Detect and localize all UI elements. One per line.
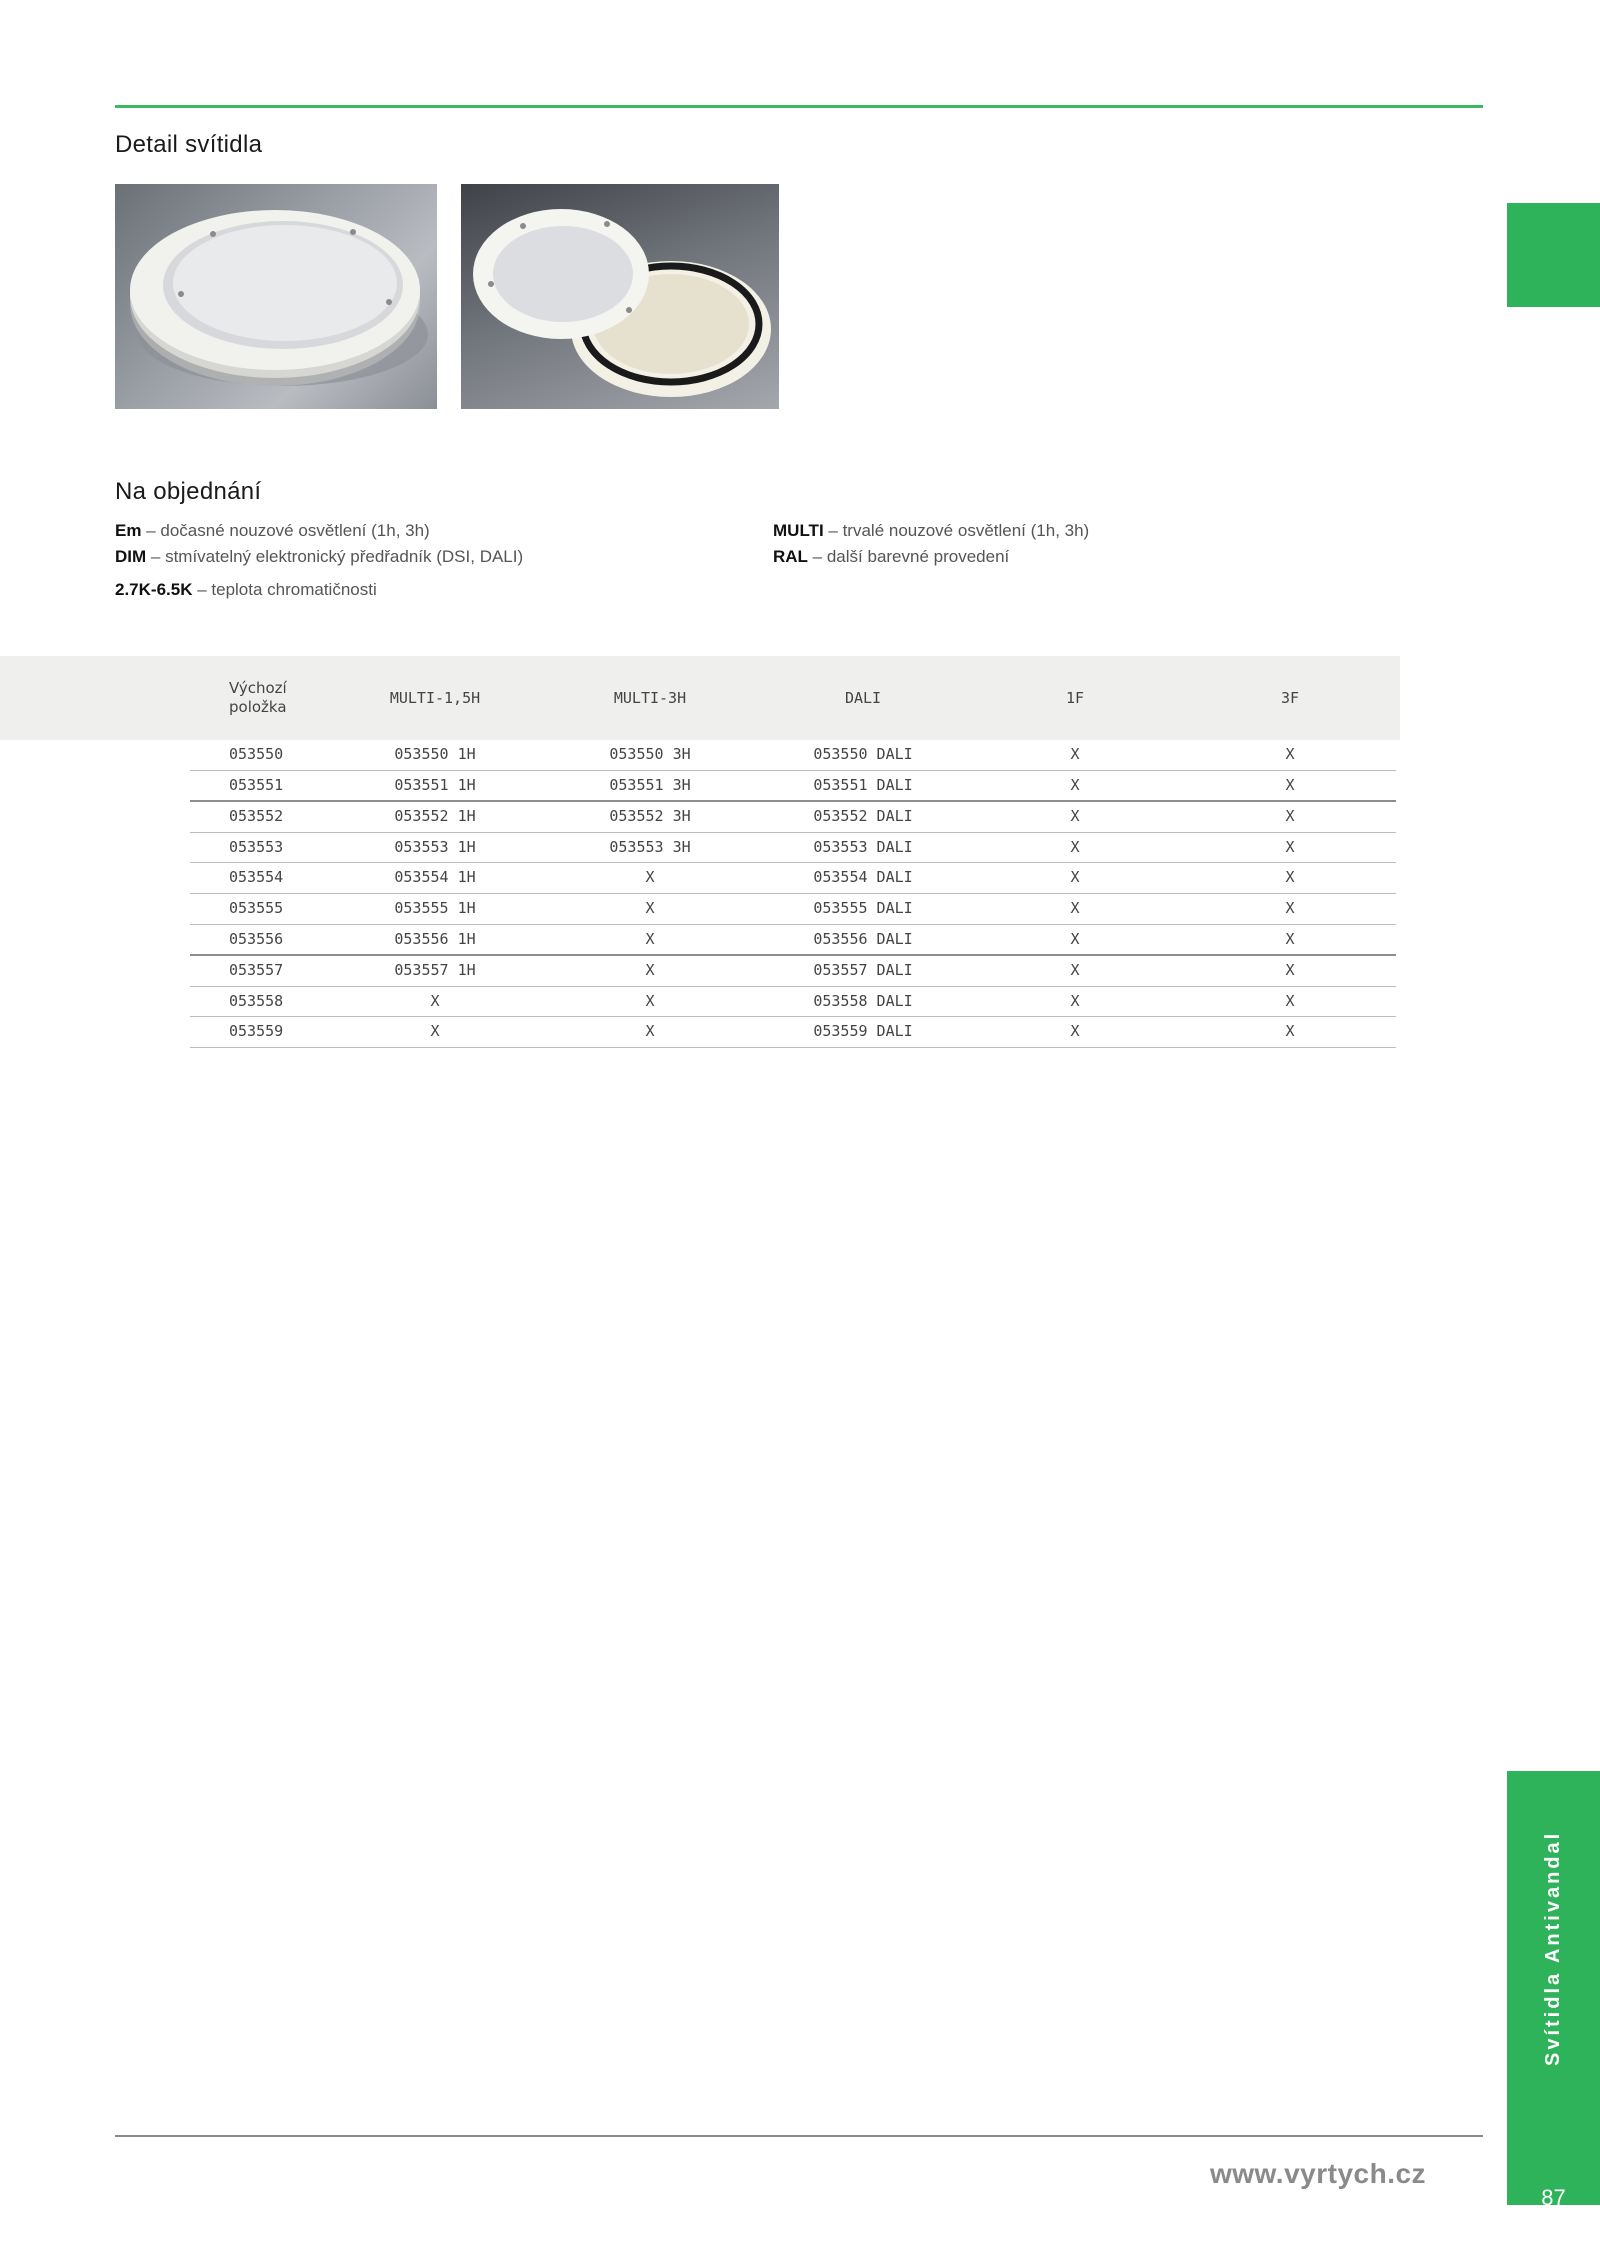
table-row [190,740,1396,771]
table-cell: X [1070,807,1080,826]
table-cell: 053558 [229,991,284,1010]
column-header-1f: 1F [1065,689,1085,707]
table-cell: X [1070,991,1080,1010]
table-cell: X [1070,775,1080,794]
table-cell: X [645,1022,655,1041]
table-cell: X [1285,775,1295,794]
table-cell: 053555 DALI [813,898,913,917]
table-cell: X [1070,929,1080,948]
table-cell: 053557 DALI [813,961,913,980]
table-cell: 053551 [229,775,284,794]
table-cell: 053556 [229,929,284,948]
bottom-divider [115,2135,1483,2137]
table-cell: X [430,991,440,1010]
column-header-multi-15h: MULTI-1,5H [389,689,481,707]
page-number: 87 [1541,2185,1566,2210]
legend-code: DIM [115,547,147,566]
section-marker-tab [1507,203,1600,307]
table-cell: 053552 1H [394,807,476,826]
website-link[interactable]: www.vyrtych.cz [1210,2158,1427,2189]
table-cell: X [645,961,655,980]
legend-item-cct [115,580,377,600]
table-cell: 053559 DALI [813,1022,913,1041]
table-row [190,863,1396,894]
table-cell: X [1070,745,1080,763]
table-row [190,987,1396,1018]
table-cell: X [1285,745,1295,763]
table-cell: X [1285,837,1295,856]
table-cell: 053553 [229,837,284,856]
table-row [190,925,1396,957]
table-cell: X [1285,929,1295,948]
table-cell: X [1070,837,1080,856]
table-cell: 053553 DALI [813,837,913,856]
table-cell: 053552 DALI [813,807,913,826]
table-cell: 053555 [229,898,284,917]
column-header-multi-3h: MULTI-3H [613,689,687,707]
table-cell: X [645,898,655,917]
table-cell: X [1285,1022,1295,1041]
table-cell: 053552 3H [609,807,691,826]
legend-item-em [115,521,430,541]
table-cell: 053554 DALI [813,868,913,887]
table-cell: 053551 DALI [813,775,913,794]
table-cell: 053557 1H [394,961,476,980]
order-table-body [190,740,1396,1048]
table-cell: 053557 [229,961,284,980]
table-cell: X [1285,898,1295,917]
table-row [190,1017,1396,1048]
table-cell: X [1285,807,1295,826]
table-cell: 053555 1H [394,898,476,917]
table-cell: X [1285,961,1295,980]
table-row [190,833,1396,864]
column-header-default-item: Výchozí položka [229,679,287,716]
table-cell: X [1070,898,1080,917]
legend-text: – teplota chromatičnosti [192,580,377,599]
legend-code: 2.7K-6.5K [115,580,193,599]
table-cell: 053553 3H [609,837,691,856]
table-cell: 053553 1H [394,837,476,856]
table-cell: 053551 1H [394,775,476,794]
table-cell: 053558 DALI [813,991,913,1010]
table-cell: X [1070,868,1080,887]
table-cell: X [1285,991,1295,1010]
legend-item-ral [773,547,1009,567]
legend-text: – další barevné provedení [807,547,1010,566]
table-row [190,771,1396,803]
table-cell: 053550 3H [609,745,691,763]
order-title: Na objednání [115,478,262,505]
legend-text: – dočasné nouzové osvětlení (1h, 3h) [141,521,430,540]
table-cell: 053556 DALI [813,929,913,948]
legend-item-dim [115,547,523,567]
column-header-dali: DALI [844,689,882,707]
table-cell: X [1285,868,1295,887]
table-cell: 053554 [229,868,284,887]
detail-title: Detail svítidla [115,131,263,158]
table-cell: 053559 [229,1022,284,1041]
table-row [190,894,1396,925]
table-cell: X [430,1022,440,1041]
table-cell: 053551 3H [609,775,691,794]
table-cell: 053550 1H [394,745,476,763]
luminaire-photo-open [461,184,779,409]
table-cell: 053550 [229,745,284,763]
table-row [190,802,1396,833]
table-row [190,956,1396,987]
section-label: Svítidla Antivandal [1542,1830,1564,2066]
legend-code: RAL [773,547,808,566]
column-header-3f: 3F [1280,689,1300,707]
table-cell: 053552 [229,807,284,826]
table-cell: 053554 1H [394,868,476,887]
legend-item-multi [773,521,1089,541]
legend-code: Em [115,521,142,540]
table-cell: X [645,929,655,948]
legend-text: – stmívatelný elektronický předřadník (DSI, DALI) [146,547,524,566]
table-cell: 053556 1H [394,929,476,948]
table-cell: X [645,991,655,1010]
table-cell: X [645,868,655,887]
legend-code: MULTI [773,521,824,540]
table-cell: X [1070,1022,1080,1041]
luminaire-photo-closed [115,184,437,409]
top-divider [115,105,1483,108]
table-cell: 053550 DALI [813,745,913,763]
legend-text: – trvalé nouzové osvětlení (1h, 3h) [823,521,1090,540]
table-cell: X [1070,961,1080,980]
